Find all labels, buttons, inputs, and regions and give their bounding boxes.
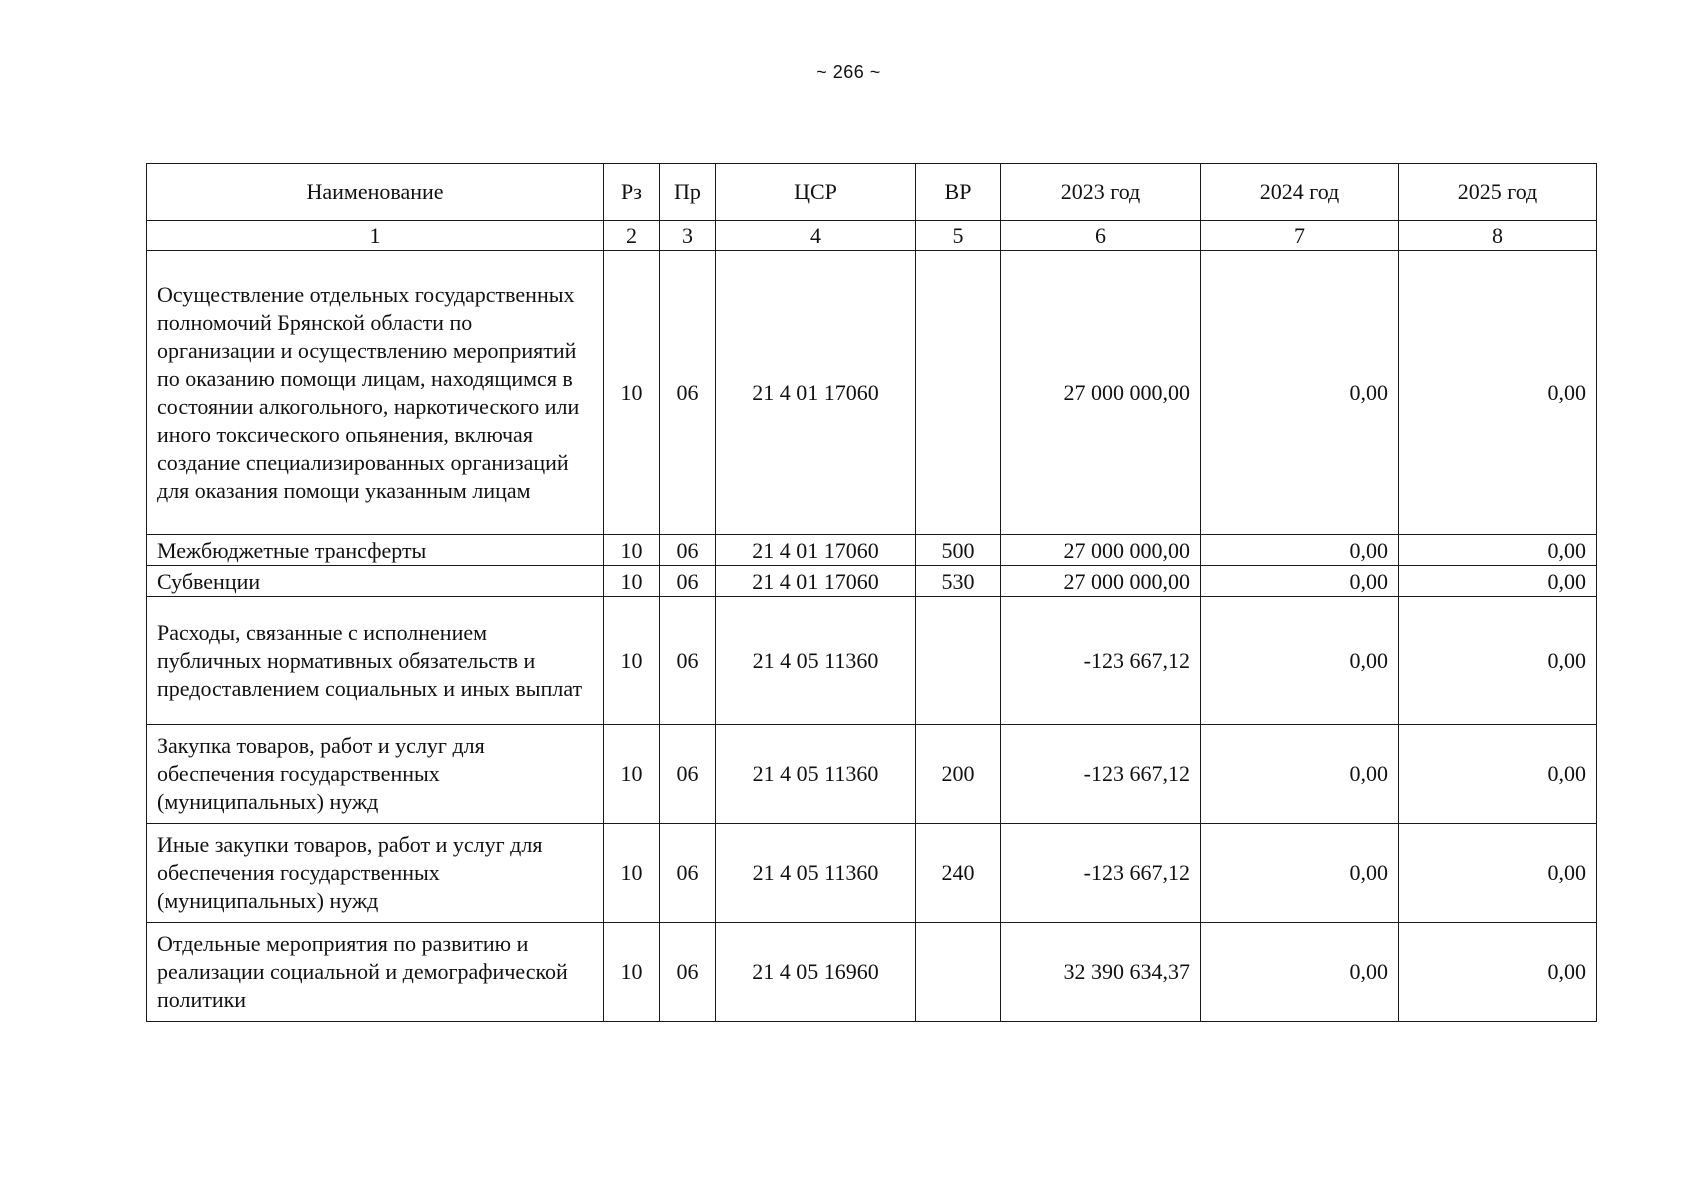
row-vr [916, 923, 1001, 1022]
row-amount-2025: 0,00 [1399, 725, 1597, 824]
row-amount-2023: 32 390 634,37 [1001, 923, 1201, 1022]
row-vr: 500 [916, 535, 1001, 566]
column-number-row [147, 221, 1597, 251]
table-row [147, 535, 1597, 566]
row-amount-2025: 0,00 [1399, 597, 1597, 725]
page-number: ~ 266 ~ [816, 62, 881, 82]
row-rz: 10 [604, 566, 660, 597]
header-vr: ВР [916, 164, 1001, 221]
column-number: 5 [916, 221, 1001, 251]
row-amount-2024: 0,00 [1201, 824, 1399, 923]
table-header-row [147, 164, 1597, 221]
column-number: 6 [1001, 221, 1201, 251]
row-csr: 21 4 01 17060 [716, 535, 916, 566]
row-pr: 06 [660, 923, 716, 1022]
column-number: 8 [1399, 221, 1597, 251]
row-amount-2023: 27 000 000,00 [1001, 535, 1201, 566]
table-row [147, 566, 1597, 597]
row-vr: 240 [916, 824, 1001, 923]
row-rz: 10 [604, 725, 660, 824]
row-amount-2023: -123 667,12 [1001, 725, 1201, 824]
row-name: Закупка товаров, работ и услуг для обеспечения государственных (муниципальных) нужд [147, 725, 604, 824]
row-amount-2025: 0,00 [1399, 251, 1597, 535]
row-amount-2024: 0,00 [1201, 535, 1399, 566]
row-rz: 10 [604, 824, 660, 923]
column-number: 4 [716, 221, 916, 251]
header-name: Наименование [147, 164, 604, 221]
row-vr: 200 [916, 725, 1001, 824]
table-row [147, 725, 1597, 824]
row-amount-2025: 0,00 [1399, 824, 1597, 923]
header-csr: ЦСР [716, 164, 916, 221]
header-2025: 2025 год [1399, 164, 1597, 221]
row-rz: 10 [604, 597, 660, 725]
column-number: 1 [147, 221, 604, 251]
row-rz: 10 [604, 923, 660, 1022]
row-csr: 21 4 05 11360 [716, 725, 916, 824]
table-row [147, 824, 1597, 923]
row-rz: 10 [604, 535, 660, 566]
column-number: 3 [660, 221, 716, 251]
row-name: Иные закупки товаров, работ и услуг для обеспечения государственных (муниципальных) нужд [147, 824, 604, 923]
column-number: 2 [604, 221, 660, 251]
header-rz: Рз [604, 164, 660, 221]
budget-table [146, 163, 1597, 1022]
row-pr: 06 [660, 597, 716, 725]
table-row [147, 597, 1597, 725]
row-pr: 06 [660, 725, 716, 824]
row-amount-2023: 27 000 000,00 [1001, 251, 1201, 535]
row-amount-2024: 0,00 [1201, 597, 1399, 725]
row-name: Осуществление отдельных государственных полномочий Брянской области по организации и осуществлению мероприятий по оказанию помощи лицам, находящимся в состоянии алкогольного, наркотического или иного токсического опьянения, включая создание специализированных организаций для оказания помощи указанным лицам [147, 251, 604, 535]
row-csr: 21 4 01 17060 [716, 566, 916, 597]
row-pr: 06 [660, 535, 716, 566]
row-vr [916, 597, 1001, 725]
row-amount-2024: 0,00 [1201, 923, 1399, 1022]
header-pr: Пр [660, 164, 716, 221]
row-csr: 21 4 05 11360 [716, 597, 916, 725]
row-name: Межбюджетные трансферты [147, 535, 604, 566]
row-name: Расходы, связанные с исполнением публичных нормативных обязательств и предоставлением социальных и иных выплат [147, 597, 604, 725]
row-pr: 06 [660, 251, 716, 535]
row-vr: 530 [916, 566, 1001, 597]
row-csr: 21 4 01 17060 [716, 251, 916, 535]
row-vr [916, 251, 1001, 535]
row-amount-2024: 0,00 [1201, 566, 1399, 597]
row-amount-2025: 0,00 [1399, 535, 1597, 566]
row-name: Субвенции [147, 566, 604, 597]
row-csr: 21 4 05 11360 [716, 824, 916, 923]
row-name: Отдельные мероприятия по развитию и реализации социальной и демографической политики [147, 923, 604, 1022]
row-pr: 06 [660, 824, 716, 923]
row-csr: 21 4 05 16960 [716, 923, 916, 1022]
row-pr: 06 [660, 566, 716, 597]
row-amount-2024: 0,00 [1201, 251, 1399, 535]
row-amount-2023: -123 667,12 [1001, 824, 1201, 923]
row-amount-2023: 27 000 000,00 [1001, 566, 1201, 597]
row-amount-2023: -123 667,12 [1001, 597, 1201, 725]
table-row [147, 923, 1597, 1022]
row-amount-2024: 0,00 [1201, 725, 1399, 824]
column-number: 7 [1201, 221, 1399, 251]
row-amount-2025: 0,00 [1399, 923, 1597, 1022]
header-2024: 2024 год [1201, 164, 1399, 221]
row-rz: 10 [604, 251, 660, 535]
header-2023: 2023 год [1001, 164, 1201, 221]
table-row [147, 251, 1597, 535]
row-amount-2025: 0,00 [1399, 566, 1597, 597]
